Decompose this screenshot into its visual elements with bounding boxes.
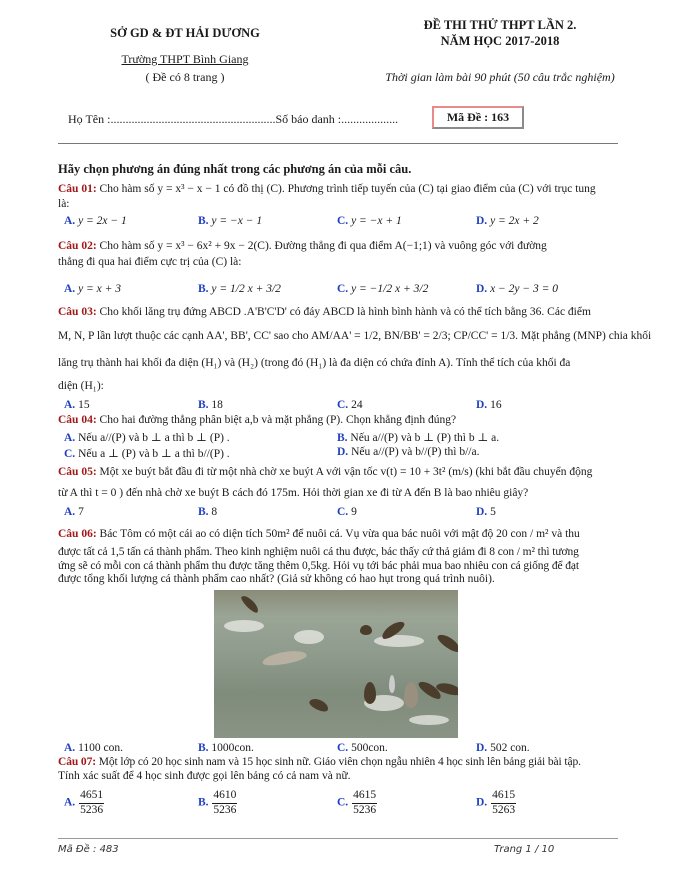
candidate-id-label: Số báo danh :................... xyxy=(275,112,399,126)
option-c[interactable]: C. $\frac{4615}{5236}$ xyxy=(337,789,377,816)
option-d[interactable]: D. x − 2y − 3 = 0 xyxy=(476,283,559,295)
question-text: Một xe buýt bắt đầu đi từ một nhà chờ xe buýt A với vận tốc v(t) = 10 + 3t² (m/s) (khi bắt đầu chuyển động xyxy=(99,466,593,478)
option-d[interactable]: D. 5 xyxy=(476,506,496,518)
option-a[interactable]: A. y = 2x − 1 xyxy=(64,215,127,227)
option-a[interactable]: A. 7 xyxy=(64,506,84,518)
fish-shape xyxy=(360,625,372,635)
header-divider xyxy=(58,143,618,144)
option-a[interactable]: A. y = x + 3 xyxy=(64,283,122,295)
option-d[interactable]: D. 16 xyxy=(476,399,502,411)
question-05 xyxy=(58,466,618,478)
option-c[interactable]: C. 24 xyxy=(337,399,363,411)
name-label: Họ Tên :....................................................... xyxy=(68,112,276,126)
question-label: Câu 06: xyxy=(58,528,97,540)
option-b[interactable]: B. y = −x − 1 xyxy=(198,215,263,227)
name-field-label xyxy=(68,112,398,127)
question-03 xyxy=(58,306,618,318)
question-text-cont: diện (H₁): xyxy=(58,380,104,392)
school-name: Trường THPT Bình Giang xyxy=(121,52,249,66)
question-text-cont: được tất cả 1,5 tấn cá thành phẩm. Theo kinh nghiệm nuôi cá thu được, bác thấy cứ thả giảm đi 8 con / m² thì tương xyxy=(58,546,579,558)
question-text-cont: thẳng đi qua hai điểm cực trị của (C) là: xyxy=(58,256,242,268)
footer-page-number: Trang 1 / 10 xyxy=(494,844,555,855)
fraction: $\frac{4610}{5236}$ xyxy=(213,789,237,816)
option-d[interactable]: D. 502 con. xyxy=(476,742,530,754)
option-c[interactable]: C. 9 xyxy=(337,506,357,518)
option-d[interactable]: D. $\frac{4615}{5263}$ xyxy=(476,789,516,816)
question-text: Bác Tôm có một cái ao có diện tích 50m² để nuôi cá. Vụ vừa qua bác nuôi với mật độ 20 con / m² và thu xyxy=(99,528,580,540)
fish-shape xyxy=(404,682,418,708)
time-note: Thời gian làm bài 90 phút (50 câu trắc nghiệm) xyxy=(385,70,615,84)
department-name: SỞ GD & ĐT HẢI DƯƠNG xyxy=(110,26,260,40)
option-b[interactable]: B. 8 xyxy=(198,506,218,518)
question-text: Cho hai đường thẳng phân biệt a,b và mặt phẳng (P). Chọn khẳng định đúng? xyxy=(99,414,457,426)
question-label: Câu 05: xyxy=(58,466,97,478)
fraction: $\frac{4615}{5236}$ xyxy=(353,789,377,816)
question-label: Câu 07: xyxy=(58,756,96,768)
question-text-cont: lăng trụ thành hai khối đa diện (H₁) và (H₂) (trong đó (H₁) là đa diện có chứa đỉnh A). Tính thể tích của khối đa xyxy=(58,357,571,369)
question-label: Câu 02: xyxy=(58,240,97,252)
question-text-cont: là: xyxy=(58,198,70,210)
question-text-cont: từ A thì t = 0 ) đến nhà chờ xe buýt B cách đó 175m. Hỏi thời gian xe đi từ A đến B là bao nhiêu giây? xyxy=(58,487,529,499)
pages-note: ( Đề có 8 trang ) xyxy=(145,70,225,84)
question-label: Câu 03: xyxy=(58,306,97,318)
option-a[interactable]: A. Nếu a//(P) và b ⊥ a thì b ⊥ (P) . xyxy=(64,432,230,444)
question-06 xyxy=(58,528,618,540)
option-a[interactable]: A. $\frac{4651}{5236}$ xyxy=(64,789,104,816)
fish-shape xyxy=(435,631,458,654)
option-d[interactable]: D. y = 2x + 2 xyxy=(476,215,539,227)
footer-exam-code: Mã Đề : 483 xyxy=(58,844,119,855)
option-b[interactable]: B. 1000con. xyxy=(198,742,254,754)
question-text-cont: ứng sẽ có mỗi con cá thành phẩm thu được tăng thêm 0,5kg. Hỏi vụ tới bác phải mua bao nhiêu con cá giống để đạt xyxy=(58,560,579,572)
question-text-cont: M, N, P lần lượt thuộc các cạnh AA', BB', CC' sao cho AM/AA' = 1/2, BN/BB' = 2/3; CP/CC' = 1/3. Mặt phẳng (MNP) chia khối xyxy=(58,330,652,342)
fraction: $\frac{4615}{5263}$ xyxy=(492,789,516,816)
fish-photo xyxy=(214,590,458,738)
fish-shape xyxy=(389,675,395,693)
exam-code-box: Mã Đề : 163 xyxy=(432,106,524,129)
question-01 xyxy=(58,183,618,195)
question-label: Câu 01: xyxy=(58,183,97,195)
question-text-cont: Tính xác suất để 4 học sinh được gọi lên bảng có cả nam và nữ. xyxy=(58,770,351,782)
fish-shape xyxy=(239,593,260,614)
question-text: Một lớp có 20 học sinh nam và 15 học sinh nữ. Giáo viên chọn ngẫu nhiên 4 học sinh lên bảng giải bài tập. xyxy=(98,756,581,768)
fish-shape xyxy=(364,682,376,704)
fraction: $\frac{4651}{5236}$ xyxy=(80,789,104,816)
option-b[interactable]: B. 18 xyxy=(198,399,223,411)
question-text: Cho hàm số y = x³ − 6x² + 9x − 2(C). Đường thẳng đi qua điểm A(−1;1) và vuông góc với đường xyxy=(99,240,547,252)
question-text: Cho hàm số y = x³ − x − 1 có đồ thị (C). Phương trình tiếp tuyến của (C) tại giao điểm của (C) với trục tung xyxy=(99,183,596,195)
option-d[interactable]: D. Nếu a//(P) và b//(P) thì b//a. xyxy=(337,446,480,458)
option-c[interactable]: C. Nếu a ⊥ (P) và b ⊥ a thì b//(P) . xyxy=(64,448,230,460)
fish-shape xyxy=(308,696,330,714)
option-b[interactable]: B. Nếu a//(P) và b ⊥ (P) thì b ⊥ a. xyxy=(337,432,500,444)
exam-title: ĐỀ THI THỬ THPT LẦN 2. xyxy=(423,18,577,32)
fish-shape xyxy=(261,648,307,668)
option-c[interactable]: C. 500con. xyxy=(337,742,388,754)
question-07 xyxy=(58,756,618,768)
option-a[interactable]: A. 1100 con. xyxy=(64,742,123,754)
question-label: Câu 04: xyxy=(58,414,97,426)
option-b[interactable]: B. $\frac{4610}{5236}$ xyxy=(198,789,237,816)
option-c[interactable]: C. y = −x + 1 xyxy=(337,215,402,227)
question-text-cont: được tổng khối lượng cá thành phẩm cao nhất? (Giả sử không có hao hụt trong quá trình nuôi). xyxy=(58,573,495,585)
option-c[interactable]: C. y = −1/2 x + 3/2 xyxy=(337,283,429,295)
option-b[interactable]: B. y = 1/2 x + 3/2 xyxy=(198,283,281,295)
question-text: Cho khối lăng trụ đứng ABCD .A'B'C'D' có đáy ABCD là hình bình hành và có thể tích bằng 36. Các điểm xyxy=(99,306,591,318)
instruction: Hãy chọn phương án đúng nhất trong các phương án của mỗi câu. xyxy=(58,162,412,176)
option-a[interactable]: A. 15 xyxy=(64,399,90,411)
question-02 xyxy=(58,240,618,252)
footer-divider xyxy=(58,838,618,839)
question-04 xyxy=(58,414,618,426)
school-year: NĂM HỌC 2017-2018 xyxy=(440,34,560,48)
